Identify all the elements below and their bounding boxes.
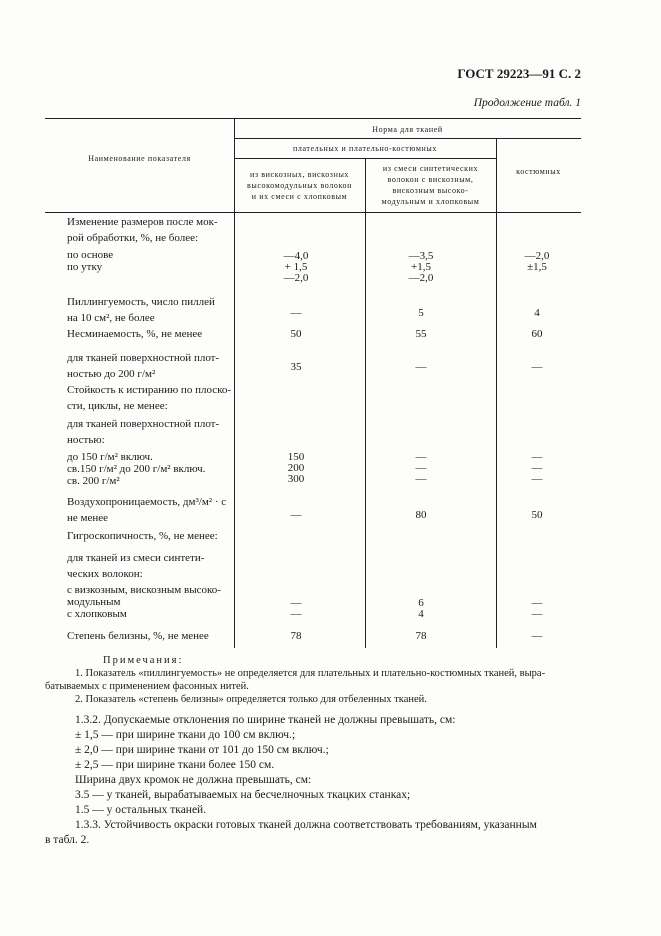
cell-value: 78: [415, 630, 427, 642]
note-line: 1. Показатель «пиллингуемость» не определяется для плательных и плательно-костюмных тканей, выра-: [75, 668, 546, 679]
cell-value: —: [290, 307, 302, 319]
row-label-line: ностью:: [67, 434, 105, 446]
cell-value: —2,0: [283, 272, 309, 284]
header-col-viscose-line: из вискозных, вискозных: [249, 170, 350, 179]
header-col-viscose-line: высокомодульных волокон: [246, 181, 353, 190]
cell-value: 50: [531, 509, 543, 521]
cell-value: +1,5: [411, 261, 431, 273]
header-dress-group: плательных и плательно-костюмных: [292, 144, 437, 153]
body-text: [45, 713, 585, 848]
cell-value: —: [290, 608, 302, 620]
row-label-line: для тканей поверхностной плот-: [67, 418, 220, 430]
header-indicator: Наименование показателя: [88, 154, 191, 163]
norms-table: [45, 118, 581, 648]
cell-value: 55: [415, 328, 427, 340]
row-label-line: с хлопковым: [67, 608, 127, 620]
cell-value: 6: [418, 597, 424, 609]
cell-value: 5: [418, 307, 424, 319]
row-values-c1: [251, 452, 341, 485]
paragraph-1-3-3-cont: в табл. 2.: [45, 834, 90, 846]
table-header-bottom: [45, 212, 581, 213]
header-col-synthetic-line: из смеси синтетических: [382, 164, 479, 173]
header-norm: Норма для тканей: [372, 125, 443, 134]
cell-value: —: [415, 361, 427, 373]
row-label-line: св.150 г/м² до 200 г/м² включ.: [67, 463, 206, 475]
table-col-divider-2: [365, 158, 366, 648]
row-label-size-change: [67, 214, 235, 246]
row-label-density-ranges: [67, 451, 235, 487]
row-label-line: св. 200 г/м²: [67, 475, 120, 487]
row-label-air-permeability: [67, 494, 235, 526]
header-col-viscose: [234, 169, 365, 202]
table-continuation: Продолжение табл. 1: [473, 97, 581, 109]
tolerance-line: ± 2,0 — при ширине ткани от 101 до 150 см включ.;: [75, 744, 329, 756]
row-label-line: для тканей из смеси синтети-: [67, 552, 205, 564]
cell-value: 150: [287, 451, 305, 463]
cell-value: —: [531, 462, 543, 474]
table-col-divider-3: [496, 138, 497, 648]
row-label-density-200: [67, 350, 235, 382]
cell-value: 60: [531, 328, 543, 340]
cell-value: —: [531, 451, 543, 463]
row-values-c2: [381, 452, 461, 485]
row-values-c1: [251, 598, 341, 620]
cell-value: —: [531, 608, 543, 620]
cell-value: 4: [418, 608, 424, 620]
row-label-line: для тканей поверхностной плот-: [67, 352, 220, 364]
cell-value: —: [531, 473, 543, 485]
row-label-line: Изменение размеров после мок-: [67, 216, 218, 228]
table-top-border: [45, 118, 581, 119]
cell-value: —: [415, 473, 427, 485]
cell-value: —3,5: [408, 250, 434, 262]
cell-value: —: [531, 597, 543, 609]
row-label-line: до 150 г/м² включ.: [67, 451, 153, 463]
header-col-suit: костюмных: [516, 167, 561, 176]
tolerance-line: ± 2,5 — при ширине ткани более 150 см.: [75, 759, 275, 771]
cell-value: —: [290, 509, 302, 521]
cell-value: 78: [290, 630, 302, 642]
row-values-c3: [505, 251, 569, 273]
selvage-heading: Ширина двух кромок не должна превышать, см:: [75, 774, 312, 786]
row-label-line: модульным: [67, 596, 121, 608]
row-label-viscose-cotton: [67, 584, 235, 620]
cell-value: 200: [287, 462, 305, 474]
cell-value: —: [531, 361, 543, 373]
row-label-warp-weft: [67, 249, 235, 273]
row-label-line: по основе: [67, 249, 114, 261]
cell-value: 50: [290, 328, 302, 340]
row-label-pilling: [67, 294, 235, 326]
row-label-line: с визкозным, вискозным высоко-: [67, 584, 221, 596]
cell-value: —2,0: [408, 272, 434, 284]
row-label-line: ностью до 200 г/м²: [67, 368, 156, 380]
row-label-line: на 10 см², не более: [67, 312, 155, 324]
row-values-c3: [505, 452, 569, 485]
row-values-c1: [251, 251, 341, 284]
row-values-c2: [381, 251, 461, 284]
header-col-synthetic-line: волокон с вискозным,: [387, 175, 474, 184]
paragraph-1-3-3: 1.3.3. Устойчивость окраски готовых тканей должна соответствовать требованиям, указанным: [75, 819, 537, 831]
cell-value: —: [290, 597, 302, 609]
cell-value: —: [531, 630, 543, 642]
row-label-line: Воздухопроницаемость, дм³/м² · с: [67, 496, 227, 508]
note-line: батываемых с применением фасонных нитей.: [45, 681, 249, 692]
header-col-synthetic-line: вискозным высоко-: [392, 186, 469, 195]
cell-value: 80: [415, 509, 427, 521]
cell-value: 300: [287, 473, 305, 485]
cell-value: —4,0: [283, 250, 309, 262]
cell-value: ±1,5: [527, 261, 547, 273]
row-label-crease: Несминаемость, %, не менее: [67, 328, 203, 340]
row-label-whiteness: Степень белизны, %, не менее: [67, 630, 209, 642]
row-label-line: ческих волокон:: [67, 568, 143, 580]
row-label-line: по утку: [67, 261, 103, 273]
selvage-line: 3.5 — у тканей, вырабатываемых на бесчелночных ткацких станках;: [75, 789, 411, 801]
tolerance-line: ± 1,5 — при ширине ткани до 100 см включ.;: [75, 729, 296, 741]
header-col-synthetic: [365, 163, 496, 207]
row-label-density: [67, 416, 235, 448]
notes-title: Примечания:: [103, 655, 184, 666]
row-label-line: сти, циклы, не менее:: [67, 400, 168, 412]
selvage-line: 1.5 — у остальных тканей.: [75, 804, 207, 816]
row-label-line: Пиллингуемость, число пиллей: [67, 296, 215, 308]
table-notes: [45, 654, 585, 706]
row-label-line: рой обработки, %, не более:: [67, 232, 199, 244]
row-values-c3: [505, 598, 569, 620]
note-line: 2. Показатель «степень белизны» определяется только для отбеленных тканей.: [75, 694, 427, 705]
cell-value: —: [415, 462, 427, 474]
cell-value: 4: [534, 307, 540, 319]
cell-value: —: [415, 451, 427, 463]
row-values-c2: [381, 598, 461, 620]
row-label-line: не менее: [67, 512, 109, 524]
cell-value: + 1,5: [284, 261, 308, 273]
row-label-line: Стойкость к истиранию по плоско-: [67, 384, 232, 396]
cell-value: —2,0: [524, 250, 550, 262]
header-col-viscose-line: и их смеси с хлопковым: [251, 192, 348, 201]
table-header-line-1: [234, 138, 581, 139]
paragraph-1-3-2: 1.3.2. Допускаемые отклонения по ширине тканей не должны превышать, см:: [75, 714, 456, 726]
header-col-synthetic-line: модульным и хлопковым: [381, 197, 480, 206]
row-label-abrasion: [67, 382, 235, 414]
cell-value: 35: [290, 361, 302, 373]
row-label-hygroscopicity: Гигроскопичность, %, не менее:: [67, 530, 218, 542]
row-label-synthetic-blend: [67, 550, 235, 582]
page-header: ГОСТ 29223—91 С. 2: [457, 66, 581, 81]
